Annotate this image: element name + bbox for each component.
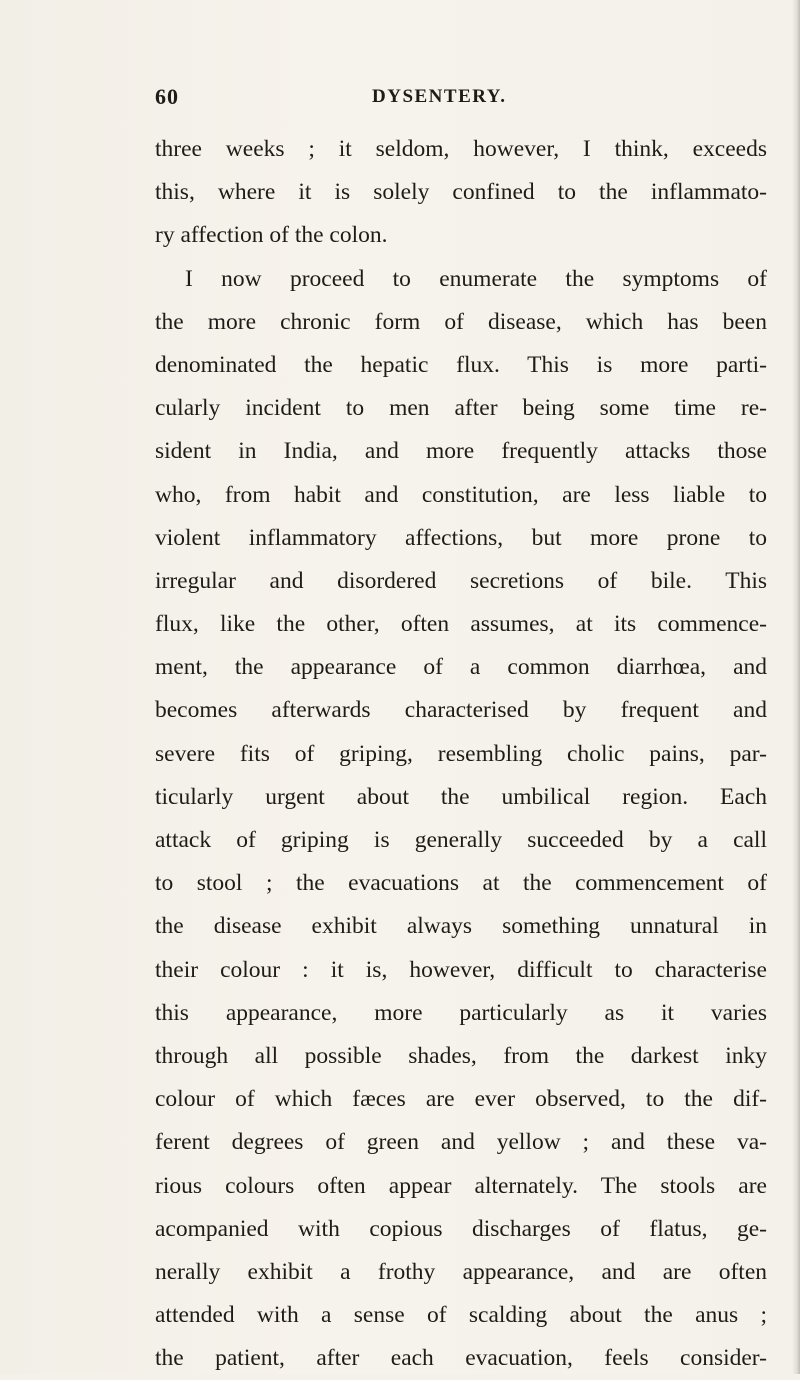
text-line: to stool ; the evacuations at the commencement of	[155, 870, 767, 897]
text-line: denominated the hepatic flux. This is more parti-	[155, 351, 767, 378]
text-line: severe fits of griping, resembling cholic pains, par-	[155, 740, 767, 767]
body-text	[155, 128, 767, 1380]
text-line: the patient, after each evacuation, feels consider-	[155, 1345, 767, 1372]
text-line: their colour : it is, however, difficult to characterise	[155, 956, 767, 983]
text-line: rious colours often appear alternately. The stools are	[155, 1172, 767, 1199]
running-title: DYSENTERY.	[372, 86, 507, 107]
page-edge-shadow	[792, 0, 800, 1374]
text-line: becomes afterwards characterised by frequent and	[155, 697, 767, 724]
text-line: attack of griping is generally succeeded by a call	[155, 827, 767, 853]
text-line: this, where it is solely confined to the inflammato-	[155, 179, 767, 206]
text-line: irregular and disordered secretions of bile. This	[155, 567, 767, 594]
text-line: the disease exhibit always something unnatural in	[155, 913, 767, 940]
text-line: attended with a sense of scalding about the anus ;	[155, 1302, 767, 1329]
text-line: ferent degrees of green and yellow ; and these va-	[155, 1129, 767, 1156]
text-line: sident in India, and more frequently attacks those	[155, 438, 767, 465]
text-line: acompanied with copious discharges of flatus, ge-	[155, 1215, 767, 1242]
text-line: colour of which fæces are ever observed, to the dif-	[155, 1086, 767, 1113]
text-line: the more chronic form of disease, which has been	[155, 308, 767, 335]
text-line: this appearance, more particularly as it varies	[155, 999, 767, 1026]
running-head	[0, 84, 800, 116]
text-line: flux, like the other, often assumes, at its commence-	[155, 611, 767, 638]
page-number: 60	[155, 84, 179, 109]
text-line: nerally exhibit a frothy appearance, and are often	[155, 1258, 767, 1285]
text-line: cularly incident to men after being some time re-	[155, 395, 767, 422]
text-line: three weeks ; it seldom, however, I think, exceeds	[155, 136, 767, 162]
text-line: through all possible shades, from the darkest inky	[155, 1042, 767, 1069]
text-line: ment, the appearance of a common diarrhœa, and	[155, 654, 767, 681]
text-line: ticularly urgent about the umbilical region. Each	[155, 783, 767, 810]
text-line: who, from habit and constitution, are less liable to	[155, 481, 767, 508]
text-line: violent inflammatory affections, but more prone to	[155, 524, 767, 551]
text-line: ry affection of the colon.	[155, 222, 388, 249]
text-line: I now proceed to enumerate the symptoms of	[185, 265, 767, 292]
